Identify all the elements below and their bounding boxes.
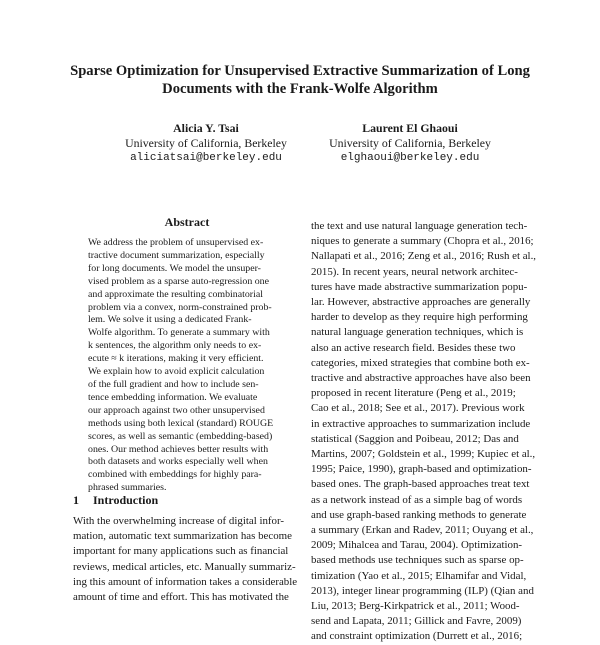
body-line: a summary (Erkan and Radev, 2011; Ouyang et al., (311, 524, 534, 537)
section-number: 1 (73, 493, 79, 507)
abstract-line: ones. Our method achieves better results with (88, 443, 269, 455)
abstract-line: We address the problem of unsupervised ex- (88, 237, 264, 248)
abstract-line: lem. We solve it using a dedicated Frank- (88, 314, 252, 326)
body-line: 1995; Paice, 1990), graph-based and optimization- (311, 463, 532, 476)
body-line: as a network instead of as a simple bag of words (311, 493, 523, 506)
author-email: aliciatsai@berkeley.edu (130, 152, 282, 164)
body-line: natural language generation techniques, which is (311, 326, 524, 339)
body-line: tractive and abstractive approaches have also been (311, 372, 531, 385)
body-line: lar. However, abstractive approaches are generally (311, 296, 531, 309)
body-line: and constraint optimization (Durrett et al., 2016; (311, 630, 523, 643)
author-affiliation: University of California, Berkeley (125, 136, 287, 150)
abstract-line: k sentences, the algorithm only needs to ex- (88, 340, 262, 352)
abstract-line: Wolfe algorithm. To generate a summary with (88, 327, 270, 339)
body-line: timization (Yao et al., 2015; Elhamifar and Vidal, (311, 569, 527, 582)
abstract-line: ecute ≈ k iterations, making it very efficient. (88, 353, 264, 365)
intro-line: reviews, medical articles, etc. Manually summariz- (73, 560, 296, 573)
paper-title (40, 62, 560, 98)
body-line: based ones. The graph-based approaches treat text (311, 478, 530, 491)
body-line: statistical (Saggion and Poibeau, 2012; Das and (311, 432, 519, 445)
abstract-line: tence embedding information. We evaluate (88, 391, 258, 403)
body-line: Nallapati et al., 2016; Zeng et al., 2016; Rush et al., (311, 250, 537, 263)
abstract-line: for long documents. We model the unsuper- (88, 262, 261, 274)
abstract-line: scores, as well as semantic (embedding-based) (88, 430, 273, 442)
intro-line: ing this amount of information takes a considerable (73, 575, 298, 588)
body-line: 2009; Mihalcea and Tarau, 2004). Optimization- (311, 539, 523, 552)
body-line: 2015). In recent years, neural network architec- (311, 265, 518, 278)
section-title: Introduction (93, 493, 159, 507)
intro-line: mation, automatic text summarization has become (73, 530, 292, 543)
body-line: send and Lapata, 2011; Gillick and Favre, 2009) (311, 615, 522, 628)
section-heading (73, 493, 158, 508)
intro-line: amount of time and effort. This has motivated the (73, 591, 289, 604)
body-line: Liu, 2013; Berg-Kirkpatrick et al., 2011; Wood- (311, 600, 520, 613)
author-block (108, 121, 304, 166)
body-line: in extractive approaches to summarization include (311, 417, 531, 430)
abstract-line: and approximate the resulting combinatorial (88, 288, 263, 300)
body-line: Martins, 2007; Goldstein et al., 1999; Kupiec et al., (311, 448, 536, 461)
abstract-line: our approach against two other unsupervised (88, 404, 265, 416)
abstract-line: of the full gradient and how to include sen- (88, 378, 259, 390)
body-line: categories, mixed strategies that combine both ex- (311, 356, 530, 369)
introduction-text (73, 514, 299, 605)
abstract-heading: Abstract (164, 215, 210, 229)
abstract-line: methods using both lexical (standard) ROUGE (88, 417, 274, 429)
abstract-line: We explain how to avoid explicit calculation (88, 366, 265, 378)
body-line: 2013), integer linear programming (ILP) (Qian and (311, 584, 534, 597)
body-line: proposed in recent literature (Peng et al., 2019; (311, 387, 516, 400)
abstract-text (88, 237, 286, 495)
intro-line: important for many applications such as financial (73, 545, 289, 558)
author-block (312, 121, 508, 166)
body-line: niques to generate a summary (Chopra et al., 2016; (311, 235, 534, 248)
abstract-line: combined with embeddings for highly para- (88, 469, 262, 481)
body-line: tures have made abstractive summarization popu- (311, 280, 528, 293)
body-line: and use graph-based ranking methods to generate (311, 508, 527, 521)
author-email: elghaoui@berkeley.edu (340, 152, 480, 164)
abstract-line: phrased summaries. (88, 482, 167, 494)
body-line: also an active research field. Besides these two (311, 341, 516, 354)
author-name: Laurent El Ghaoui (362, 121, 458, 135)
author-affiliation: University of California, Berkeley (329, 136, 491, 150)
right-column-text (311, 219, 539, 645)
intro-line: With the overwhelming increase of digital infor- (73, 515, 285, 527)
abstract-line: problem via a convex, norm-constrained prob- (88, 301, 272, 313)
abstract-line: vised problem as a sparse auto-regression one (88, 275, 269, 287)
body-line: the text and use natural language generation tech- (311, 220, 528, 232)
body-line: harder to develop as they require high performing (311, 311, 528, 324)
body-line: based methods use techniques such as sparse op- (311, 554, 524, 567)
abstract-line: both datasets and works especially well when (88, 456, 268, 468)
title-line: Documents with the Frank-Wolfe Algorithm (162, 81, 438, 97)
abstract-line: tractive document summarization, especially (88, 249, 265, 261)
title-line: Sparse Optimization for Unsupervised Extractive Summarization of Long (70, 63, 530, 79)
body-line: Cao et al., 2018; See et al., 2017). Previous work (311, 402, 525, 415)
author-name: Alicia Y. Tsai (173, 121, 239, 135)
